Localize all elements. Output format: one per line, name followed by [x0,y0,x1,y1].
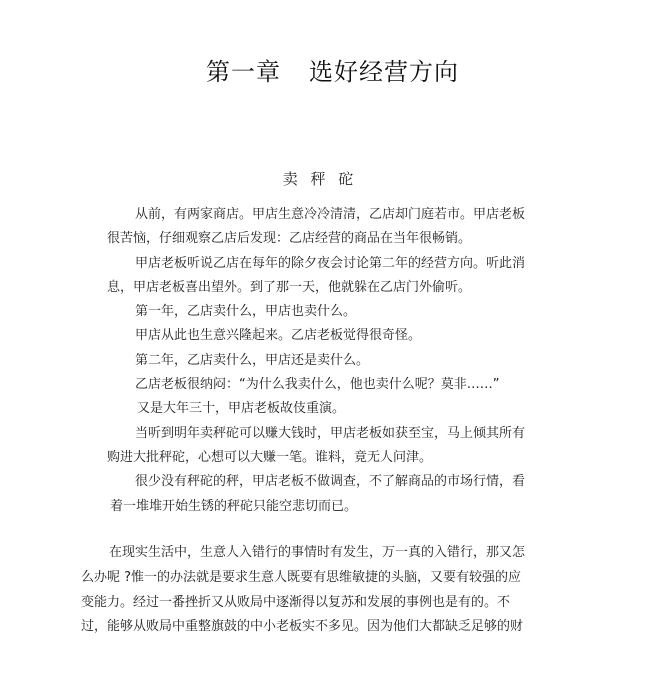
text-line: 当听到明年卖秤砣可以赚大钱时，甲店老板如获至宝，马上倾其所有 [135,425,526,441]
text-line: 着一堆堆开始生锈的秤砣只能空悲切而已。 [110,498,358,514]
text-line: 甲店从此也生意兴隆起来。乙店老板觉得很奇怪。 [135,328,422,344]
text-line: 又是大年三十，甲店老板故伎重演。 [137,401,346,417]
text-line: 在现实生活中，生意人入错行的事情时有发生，万一真的入错行，那又怎 [109,545,526,560]
chapter-title [0,52,665,87]
text-line: 很少没有秤砣的秤，甲店老板不做调查，不了解商品的市场行情，看 [135,474,526,490]
text-line: 购进大批秤砣，心想可以大赚一笔。谁料，竟无人问津。 [107,449,433,465]
text-line: 变能力。经过一番挫折又从败局中逐渐得以复苏和发展的事例也是有的。不 [81,594,511,610]
text-line: 第一年，乙店卖什么，甲店也卖什么。 [135,304,357,320]
text-line: 乙店老板很纳闷：“为什么我卖什么，他也卖什么呢？莫非……” [135,377,500,393]
text-line: 甲店老板听说乙店在每年的除夕夜会讨论第二年的经营方向。听此消 [135,255,526,271]
text-line: 过，能够从败局中重整旗鼓的中小老板实不多见。因为他们大都缺乏足够的财 [81,619,524,635]
chapter-name: 选好经营方向 [309,58,459,86]
text-line: 第二年，乙店卖什么，甲店还是卖什么。 [135,352,370,368]
text-line: 息，甲店老板喜出望外。到了那一天，他就躲在乙店门外偷听。 [107,279,472,295]
story-body [107,203,569,519]
chapter-number: 第一章 [206,58,281,86]
essay-body [81,541,571,640]
text-line: 从前，有两家商店。甲店生意冷冷清清，乙店却门庭若市。甲店老板 [135,207,526,222]
section-title: 卖 秤 砣 [282,170,358,188]
text-line: 么办呢 ?惟一的办法就是要求生意人既要有思维敏捷的头脑，又要有较强的应 [81,569,522,585]
text-line: 很苦恼，仔细观察乙店后发现：乙店经营的商品在当年很畅销。 [107,231,472,247]
